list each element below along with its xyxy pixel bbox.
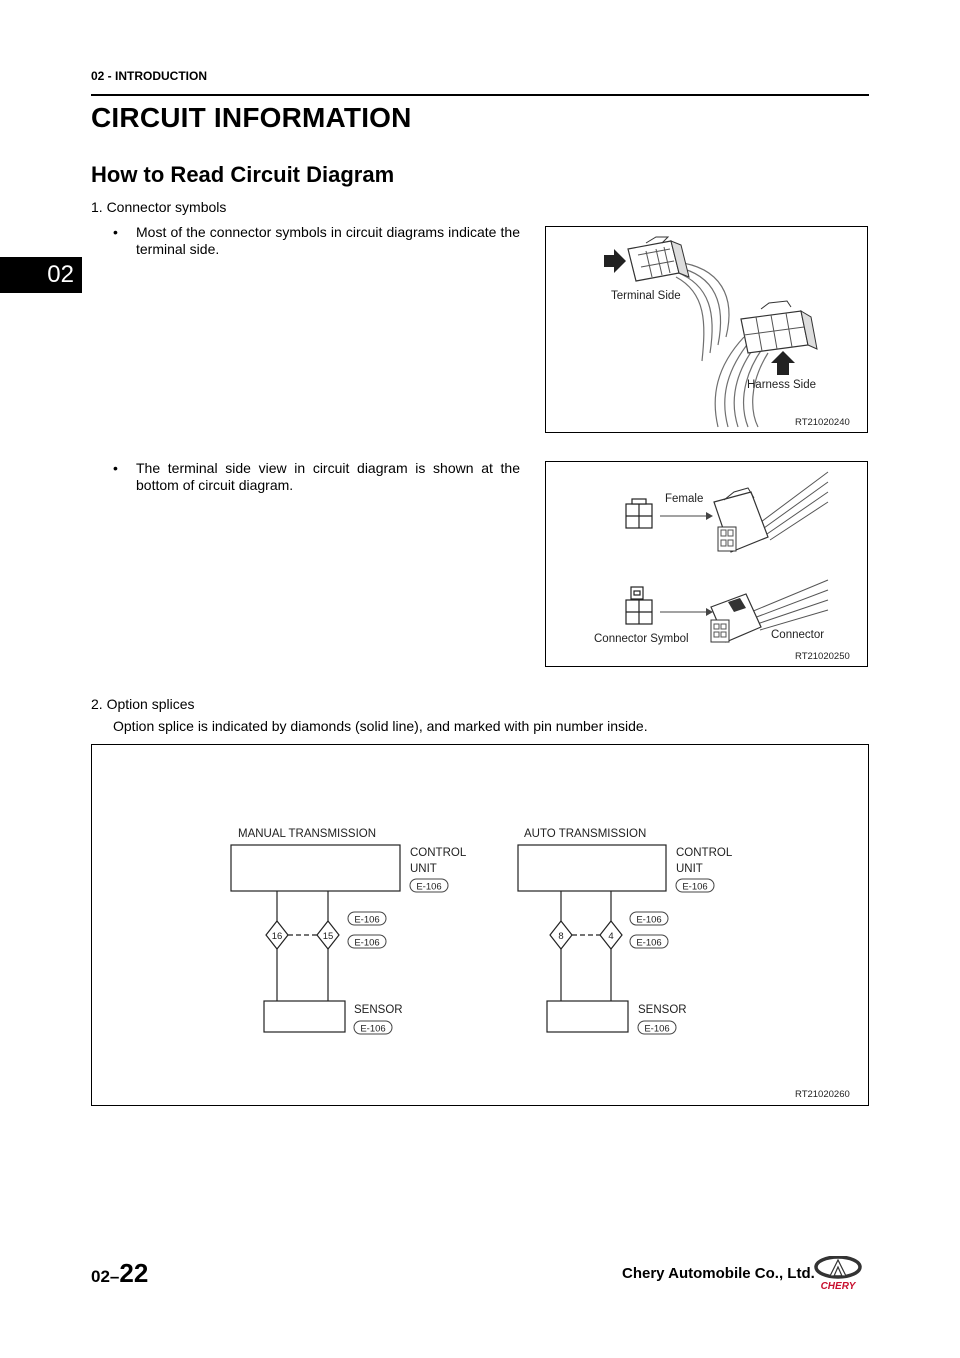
female-label: Female <box>665 493 704 505</box>
sensor-box <box>264 1001 345 1032</box>
female-symbol <box>626 499 652 528</box>
sensor-label: SENSOR <box>354 1004 403 1016</box>
figure-code: RT21020240 <box>795 417 850 428</box>
arrow-up-icon <box>771 351 795 375</box>
connector-tag-text: E-106 <box>644 1023 670 1035</box>
connector-symbol-illustration <box>546 462 867 666</box>
page-number-prefix: 02– <box>91 1267 120 1286</box>
bullet-text: Most of the connector symbols in circuit diagrams indicate the terminal side. <box>136 224 520 257</box>
chapter-side-tab[interactable]: 02 <box>0 257 82 293</box>
pin-number: 8 <box>558 931 564 942</box>
male-connector-wires <box>751 580 828 630</box>
connector-tag-text: E-106 <box>636 914 662 926</box>
connector-tag-text: E-106 <box>416 881 442 893</box>
bullet-dot-icon: • <box>113 224 118 240</box>
company-name: Chery Automobile Co., Ltd. <box>622 1265 815 1282</box>
connector-tag-text: E-106 <box>636 937 662 949</box>
auto-transmission-title: AUTO TRANSMISSION <box>524 828 647 840</box>
section-title: How to Read Circuit Diagram <box>91 162 395 187</box>
figure-code: RT21020260 <box>795 1089 850 1100</box>
connector-tag-text: E-106 <box>354 914 380 926</box>
male-connector <box>711 594 761 642</box>
connector-tag-text: E-106 <box>354 937 380 949</box>
chery-logo-icon <box>806 1256 870 1292</box>
pin-number: 4 <box>608 931 614 942</box>
female-connector <box>714 488 768 552</box>
pin-number: 16 <box>271 931 283 942</box>
manual-transmission-title: MANUAL TRANSMISSION <box>238 828 377 840</box>
figure-connector-symbol <box>545 461 868 667</box>
sensor-label: SENSOR <box>638 1004 687 1016</box>
arrowhead-icon <box>706 512 713 520</box>
connector-sides-illustration <box>546 227 867 432</box>
control-unit-box <box>231 845 400 891</box>
page-number-value: 22 <box>119 1258 149 1288</box>
section-label: 02 - INTRODUCTION <box>91 69 208 83</box>
control-unit-label: UNIT <box>410 863 437 875</box>
auto-transmission-diagram <box>518 828 733 1035</box>
chery-logo <box>806 1256 870 1292</box>
terminal-side-label: Terminal Side <box>611 290 681 302</box>
control-unit-label: UNIT <box>676 863 703 875</box>
option-splice-diagram <box>92 745 868 1105</box>
control-unit-label: CONTROL <box>410 847 467 859</box>
harness-side-label: Harness Side <box>747 379 817 391</box>
control-unit-label: CONTROL <box>676 847 733 859</box>
sensor-box <box>547 1001 628 1032</box>
bullet-dot-icon: • <box>113 460 118 476</box>
connector-symbol-label: Connector Symbol <box>594 633 689 645</box>
terminal-side-connector <box>628 237 689 281</box>
figure-option-splices <box>91 744 869 1106</box>
connector-label: Connector <box>771 629 825 641</box>
header-divider <box>91 94 869 96</box>
page-title: CIRCUIT INFORMATION <box>91 102 412 133</box>
pin-number: 15 <box>322 931 334 942</box>
connector-tag-text: E-106 <box>360 1023 386 1035</box>
page-number <box>91 1258 148 1289</box>
bullet-text: The terminal side view in circuit diagram is shown at the bottom of circuit diagram. <box>136 460 520 493</box>
female-connector-wires <box>761 472 828 540</box>
arrow-right-icon <box>604 249 626 273</box>
option-splices-description: Option splice is indicated by diamonds (solid line), and marked with pin number inside. <box>113 718 648 734</box>
figure-connector-sides <box>545 226 868 433</box>
control-unit-box <box>518 845 666 891</box>
connector-symbol <box>626 587 652 624</box>
item-option-splices-heading: 2. Option splices <box>91 696 195 712</box>
harness-side-connector <box>741 301 817 353</box>
connector-tag-text: E-106 <box>682 881 708 893</box>
item-connector-symbols-heading: 1. Connector symbols <box>91 199 227 215</box>
logo-text: CHERY <box>820 1281 856 1292</box>
manual-transmission-diagram <box>231 828 467 1035</box>
figure-code: RT21020250 <box>795 651 850 662</box>
